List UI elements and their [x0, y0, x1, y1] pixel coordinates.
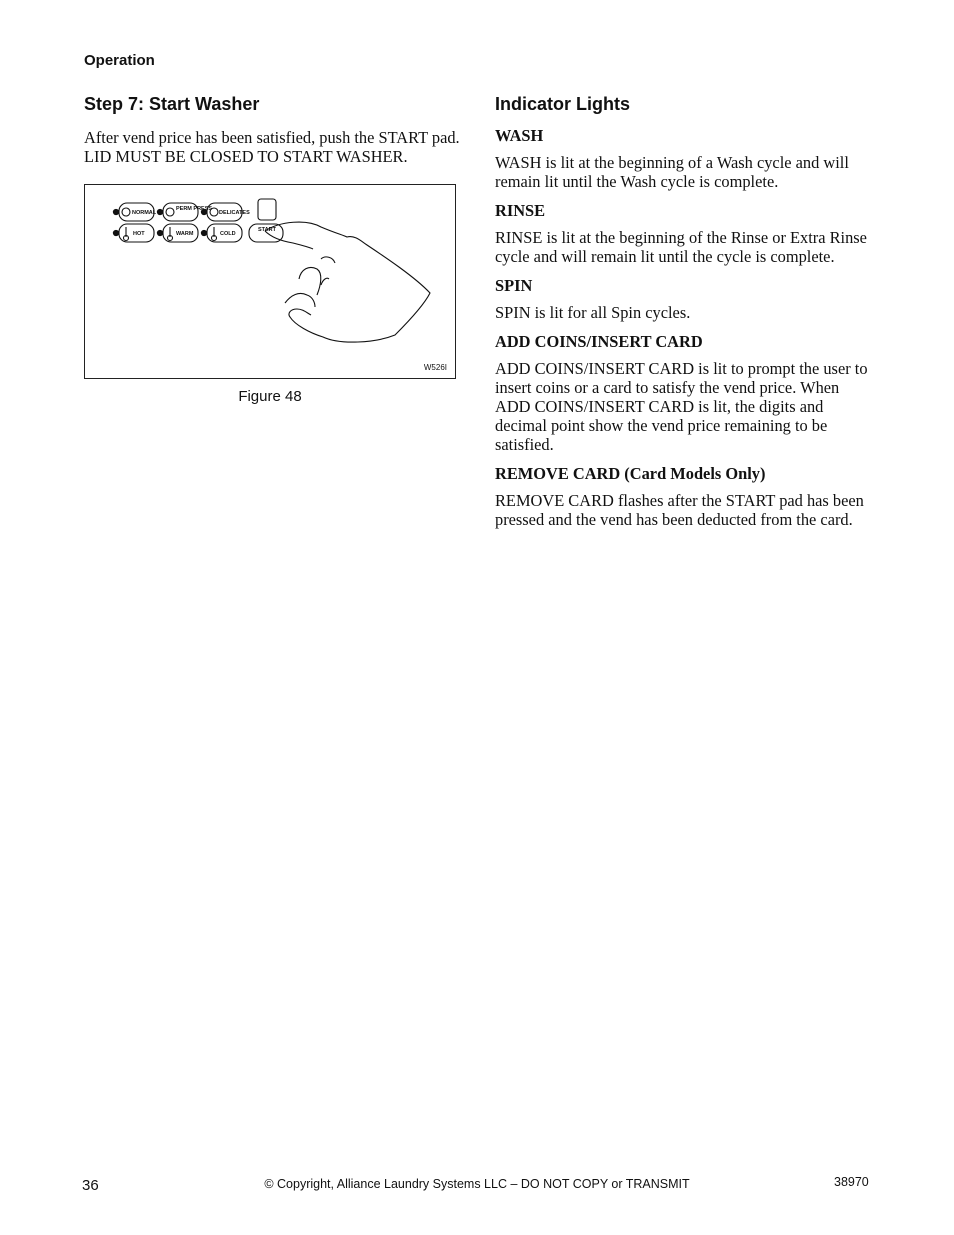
hot-pad-label: HOT	[133, 231, 145, 237]
rinse-text: RINSE is lit at the beginning of the Rinse or Extra Rinse cycle and will remain lit until the cycle is complete.	[495, 228, 867, 266]
perm-press-pad-label: PERM PRESS	[176, 206, 213, 212]
add-coins-text: ADD COINS/INSERT CARD is lit to prompt the user to insert coins or a card to satisfy the vend price. When ADD COINS/INSERT CARD is lit, the digits and decimal point show the vend price remaining to be satisfied.	[495, 359, 868, 454]
left-column	[84, 92, 464, 166]
section-label: Operation	[84, 52, 155, 69]
indicator-lights-heading: Indicator Lights	[495, 94, 630, 114]
right-column	[495, 92, 875, 529]
start-pad-label: START	[258, 227, 276, 233]
remove-card-text: REMOVE CARD flashes after the START pad has been pressed and the vend has been deducted from the card.	[495, 491, 864, 529]
figure-code: W526I	[423, 363, 447, 372]
step-paragraph: After vend price has been satisfied, push the START pad. LID MUST BE CLOSED TO START WASHER.	[84, 128, 460, 166]
delicates-pad-label: DELICATES	[219, 210, 250, 216]
copyright-notice: © Copyright, Alliance Laundry Systems LLC – DO NOT COPY or TRANSMIT	[264, 1177, 690, 1191]
wash-text: WASH is lit at the beginning of a Wash cycle and will remain lit until the Wash cycle is complete.	[495, 153, 849, 191]
control-panel-illustration	[85, 185, 457, 380]
document-number: 38970	[834, 1175, 869, 1189]
cold-pad-label: COLD	[220, 231, 236, 237]
spin-text: SPIN is lit for all Spin cycles.	[495, 303, 691, 322]
page-number: 36	[82, 1177, 99, 1194]
rinse-title: RINSE	[495, 201, 546, 220]
remove-card-title: REMOVE CARD (Card Models Only)	[495, 464, 766, 483]
spin-title: SPIN	[495, 276, 533, 295]
control-panel-figure	[84, 184, 456, 379]
step-heading: Step 7: Start Washer	[84, 94, 260, 114]
warm-pad-label: WARM	[176, 231, 194, 237]
normal-pad-label: NORMAL	[132, 210, 157, 216]
add-coins-title: ADD COINS/INSERT CARD	[495, 332, 703, 351]
wash-title: WASH	[495, 126, 544, 145]
figure-caption: Figure 48	[238, 388, 302, 405]
